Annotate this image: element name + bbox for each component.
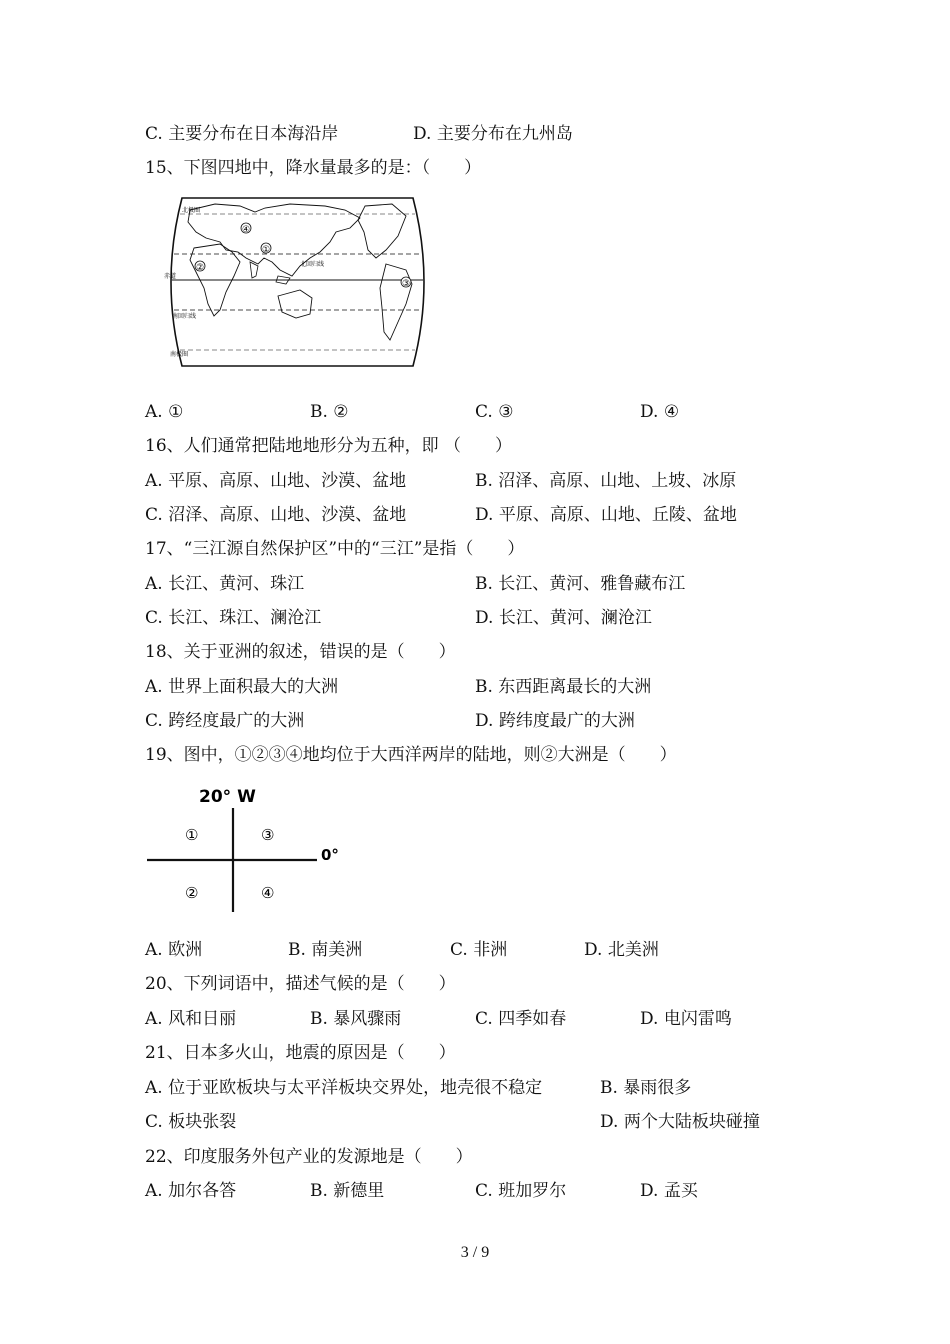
antarctic-circle-label: 南极圈	[170, 351, 189, 358]
q15-option-a: A. ①	[145, 402, 184, 422]
quadrant-svg	[145, 780, 370, 920]
q17-option-a: A. 长江、黄河、珠江	[145, 574, 305, 594]
q20-option-c: C. 四季如春	[475, 1009, 567, 1029]
map-frame	[171, 198, 424, 366]
marker-1: ①	[261, 245, 271, 255]
page-number: 3 / 9	[460, 1244, 490, 1261]
q17-stem: 17、“三江源自然保护区”中的“三江”是指（ ）	[145, 539, 525, 559]
q21-stem: 21、日本多火山，地震的原因是（ ）	[145, 1043, 456, 1063]
q16-option-b: B. 沼泽、高原、山地、上坡、冰原	[475, 471, 737, 491]
q21-option-d: D. 两个大陆板块碰撞	[600, 1112, 760, 1132]
q16-option-d: D. 平原、高原、山地、丘陵、盆地	[475, 505, 737, 525]
latitude-label: 0°	[321, 846, 339, 864]
q20-option-b: B. 暴风骤雨	[310, 1009, 402, 1029]
q20-option-a: A. 风和日丽	[145, 1009, 237, 1029]
quadrant-1: ①	[185, 826, 199, 844]
q19-option-d: D. 北美洲	[584, 940, 659, 960]
q16-option-c: C. 沼泽、高原、山地、沙漠、盆地	[145, 505, 407, 525]
q16-option-a: A. 平原、高原、山地、沙漠、盆地	[145, 471, 407, 491]
q22-stem: 22、印度服务外包产业的发源地是（ ）	[145, 1147, 473, 1167]
q18-option-d: D. 跨纬度最广的大洲	[475, 711, 635, 731]
q18-option-a: A. 世界上面积最大的大洲	[145, 677, 339, 697]
q20-option-d: D. 电闪雷鸣	[640, 1009, 732, 1029]
equator-label: 赤道	[164, 273, 177, 280]
q14-option-d: D. 主要分布在九州岛	[413, 124, 573, 144]
quadrant-2: ②	[185, 884, 199, 902]
q15-option-b: B. ②	[310, 402, 349, 422]
quadrant-diagram	[145, 780, 370, 924]
q17-option-d: D. 长江、黄河、澜沧江	[475, 608, 652, 628]
q17-option-c: C. 长江、珠江、澜沧江	[145, 608, 322, 628]
arctic-circle-label: 北极圈	[182, 207, 201, 214]
tropic-south-label: 南回归线	[172, 313, 197, 320]
q22-option-c: C. 班加罗尔	[475, 1181, 567, 1201]
q15-stem: 15、下图四地中，降水量最多的是：（ ）	[145, 158, 482, 178]
marker-4: ④	[241, 225, 251, 235]
q19-stem: 19、图中，①②③④地均位于大西洋两岸的陆地，则②大洲是（ ）	[145, 745, 677, 765]
world-map	[160, 192, 435, 372]
q17-option-b: B. 长江、黄河、雅鲁藏布江	[475, 574, 686, 594]
q20-stem: 20、下列词语中，描述气候的是（ ）	[145, 974, 456, 994]
q18-option-b: B. 东西距离最长的大洲	[475, 677, 652, 697]
q19-option-c: C. 非洲	[450, 940, 508, 960]
q21-option-b: B. 暴雨很多	[600, 1078, 692, 1098]
q15-option-c: C. ③	[475, 402, 514, 422]
world-map-figure	[160, 192, 435, 376]
longitude-label: 20° W	[199, 787, 256, 807]
quadrant-4: ④	[261, 884, 275, 902]
q22-option-d: D. 孟买	[640, 1181, 698, 1201]
q14-option-c: C. 主要分布在日本海沿岸	[145, 124, 339, 144]
quadrant-3: ③	[261, 826, 275, 844]
marker-2: ②	[195, 263, 205, 273]
q19-option-b: B. 南美洲	[288, 940, 363, 960]
q18-stem: 18、关于亚洲的叙述，错误的是（ ）	[145, 642, 456, 662]
q16-stem: 16、人们通常把陆地地形分为五种，即 （ ）	[145, 436, 513, 456]
marker-3: ③	[401, 279, 411, 289]
q18-option-c: C. 跨经度最广的大洲	[145, 711, 305, 731]
tropic-north-label: 北回归线	[300, 261, 325, 268]
q21-option-c: C. 板块张裂	[145, 1112, 237, 1132]
q19-option-a: A. 欧洲	[145, 940, 203, 960]
q21-option-a: A. 位于亚欧板块与太平洋板块交界处，地壳很不稳定	[145, 1078, 543, 1098]
q15-option-d: D. ④	[640, 402, 680, 422]
q22-option-a: A. 加尔各答	[145, 1181, 237, 1201]
q22-option-b: B. 新德里	[310, 1181, 385, 1201]
